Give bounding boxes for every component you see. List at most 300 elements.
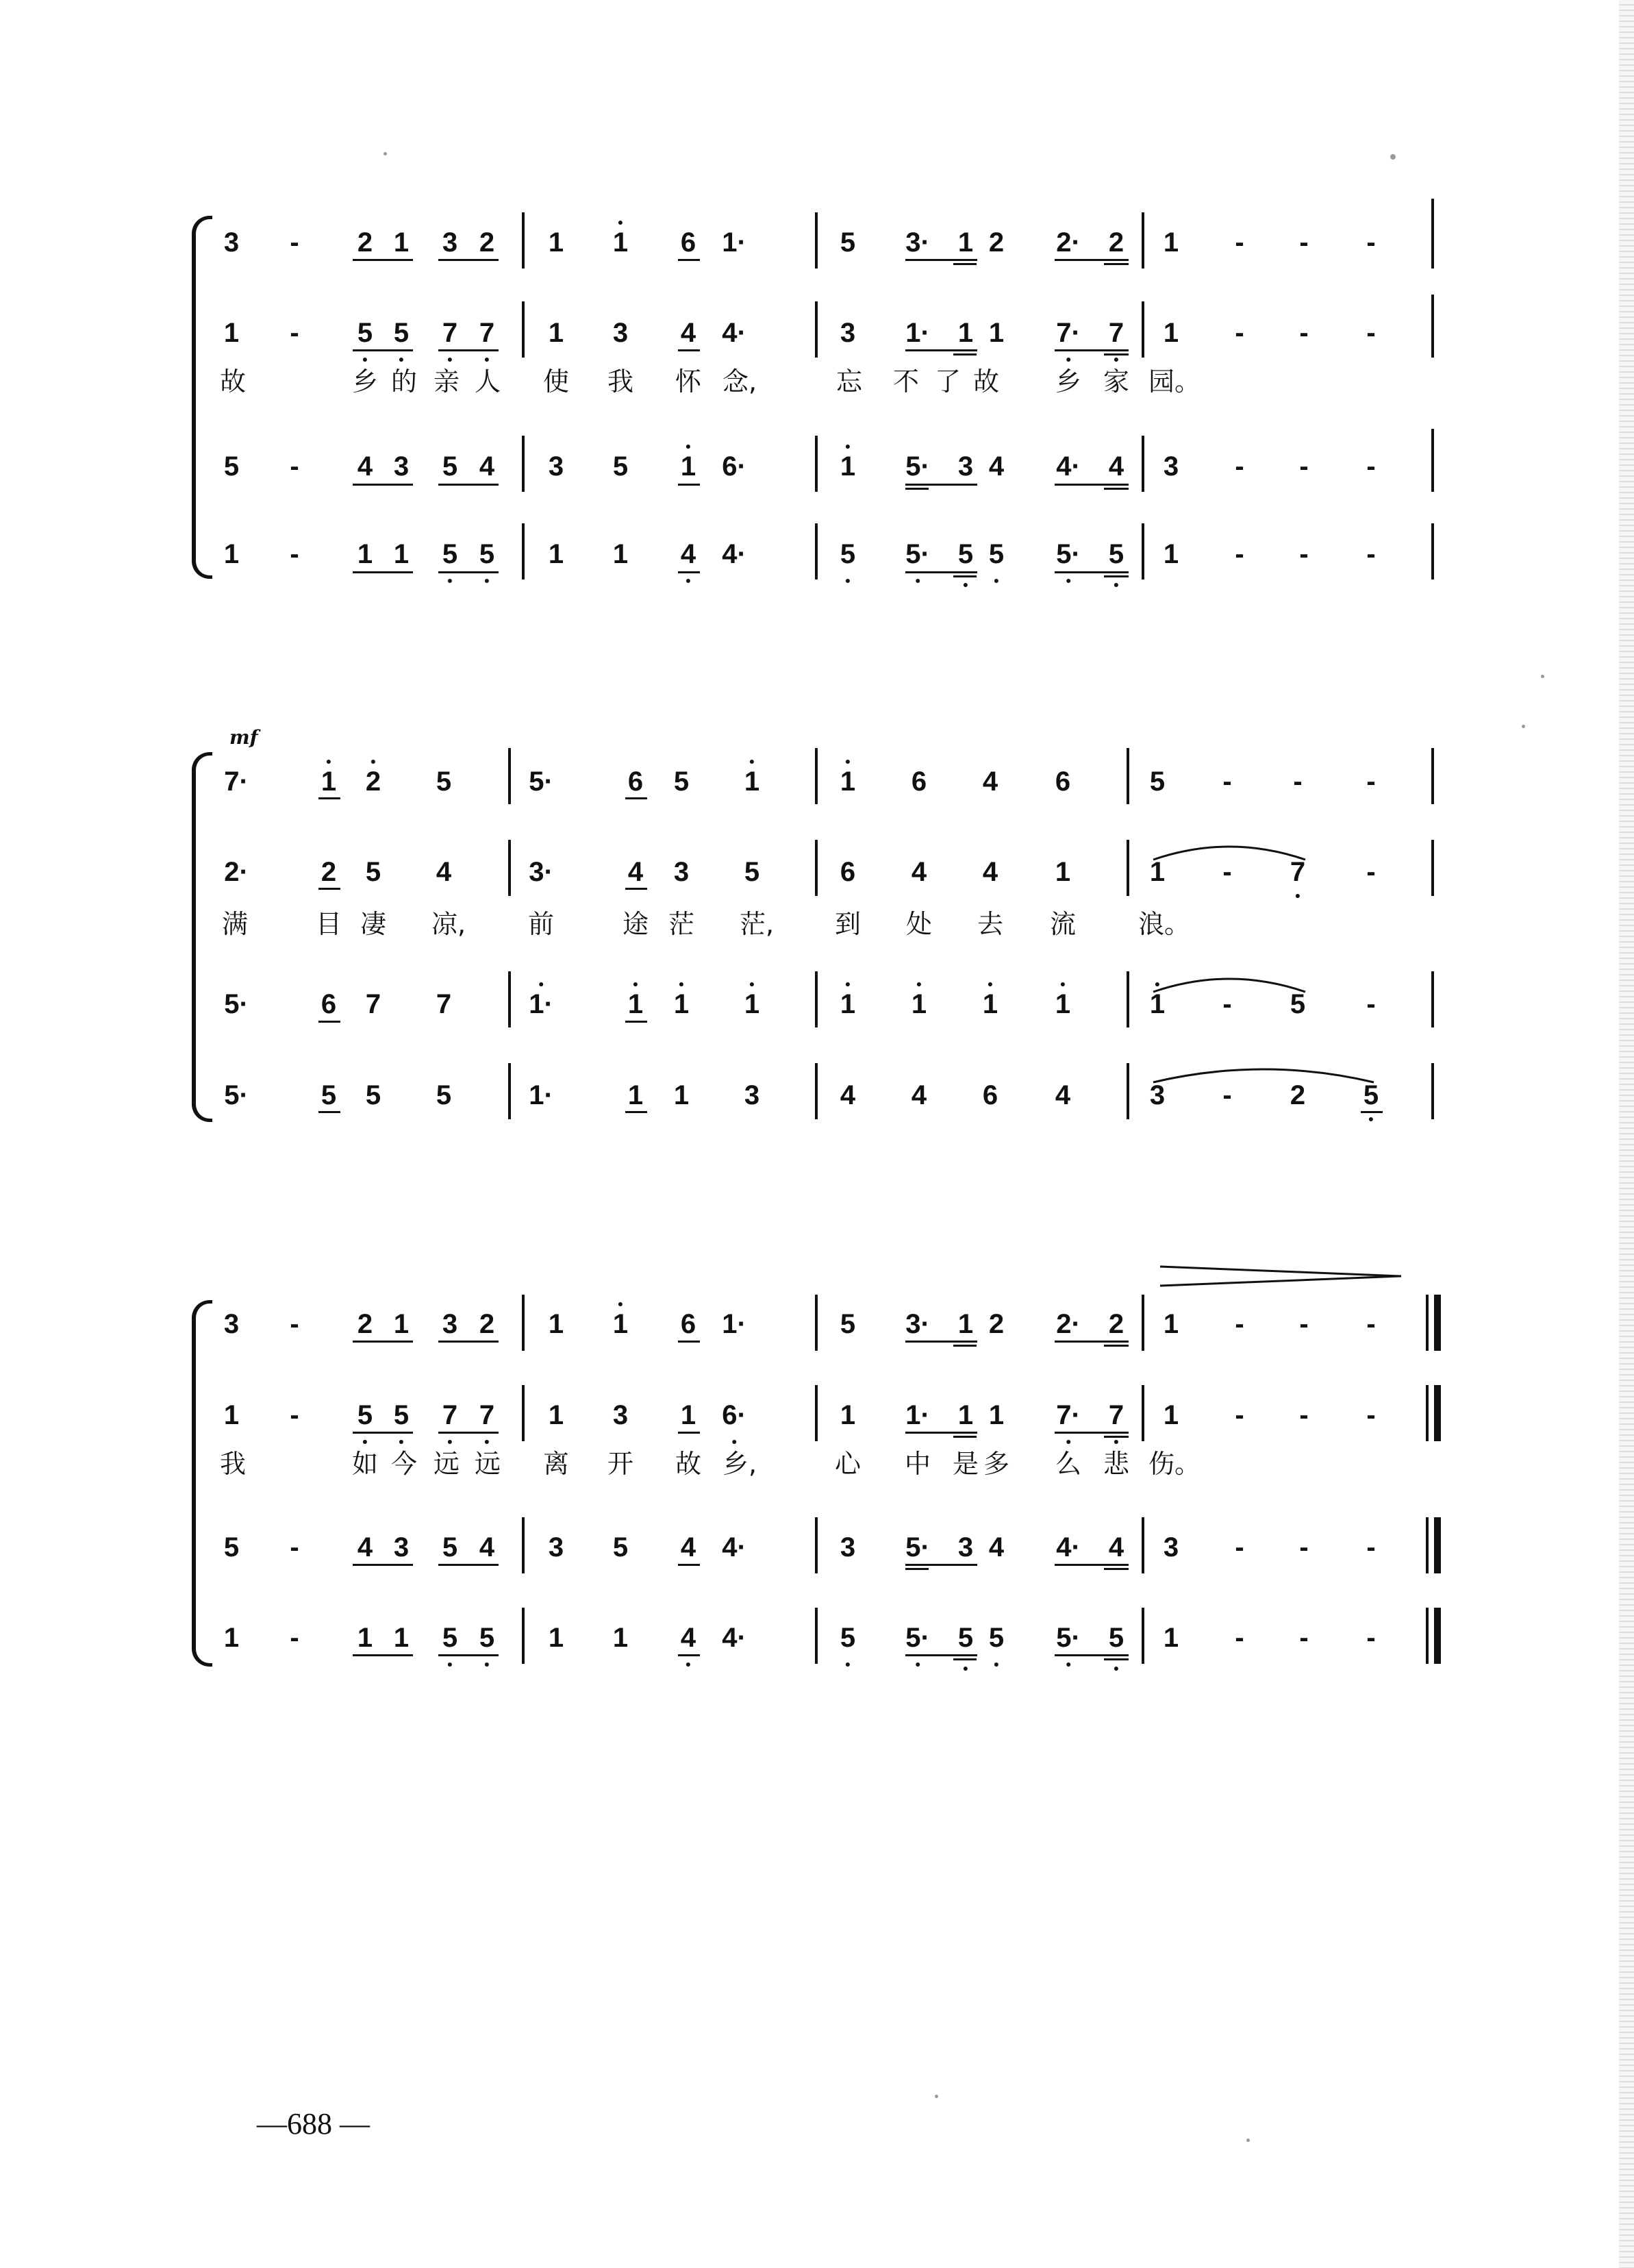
- note: 1: [393, 539, 410, 569]
- lyric-syllable: 今: [390, 1449, 418, 1479]
- note: -: [1235, 451, 1244, 482]
- note: 1: [393, 1309, 410, 1339]
- decrescendo-hairpin: [1157, 1264, 1404, 1288]
- scan-speck: [1390, 154, 1396, 160]
- beam: [1055, 259, 1129, 261]
- lyric-syllable: 茫: [668, 909, 695, 939]
- lyric-syllable: 园。: [1148, 366, 1201, 397]
- beam: [353, 1654, 413, 1656]
- note: 5: [840, 1624, 855, 1652]
- note: -: [1366, 1400, 1376, 1430]
- note: 4: [982, 857, 998, 887]
- lyric-syllable: 凉,: [431, 909, 466, 939]
- tie-arc: [1151, 971, 1308, 995]
- scan-speck: [384, 152, 387, 155]
- barline: [815, 436, 818, 492]
- note: -: [290, 1623, 299, 1653]
- note: 1: [1055, 857, 1071, 887]
- note: 1: [1055, 990, 1070, 1018]
- barline: [1127, 748, 1129, 804]
- scan-speck: [1246, 2139, 1250, 2142]
- barline: [815, 1517, 818, 1573]
- beam: [1055, 1432, 1129, 1434]
- beam: [953, 353, 977, 356]
- barline: [1431, 523, 1434, 580]
- note: -: [1299, 1532, 1309, 1562]
- note: -: [290, 539, 299, 569]
- lyric-syllable: 目: [315, 909, 342, 939]
- note: 2: [988, 227, 1005, 258]
- barline: [522, 1295, 525, 1351]
- note: 1: [988, 318, 1005, 348]
- note: 3: [840, 1532, 856, 1562]
- note: 1·: [905, 1400, 930, 1430]
- note: 4: [357, 451, 373, 482]
- note: 4: [988, 1532, 1005, 1562]
- beam: [678, 571, 700, 573]
- note: 1: [957, 1400, 974, 1430]
- barline: [1142, 301, 1144, 358]
- lyric-syllable: 故: [972, 366, 1000, 397]
- note: -: [1366, 767, 1376, 797]
- note: 5·: [224, 989, 249, 1019]
- beam: [438, 484, 499, 486]
- lyric-syllable: 乡: [1055, 366, 1082, 397]
- note: -: [1235, 539, 1244, 569]
- note: 5: [394, 1401, 409, 1429]
- beam: [905, 488, 929, 490]
- note: -: [1299, 451, 1309, 482]
- final-barline: [1434, 1517, 1441, 1573]
- final-barline: [1426, 1295, 1429, 1351]
- beam: [318, 1021, 340, 1023]
- note: 5: [1290, 989, 1306, 1019]
- note: 1: [548, 1400, 564, 1430]
- note: 1·: [529, 1080, 553, 1110]
- note: 4: [681, 540, 696, 568]
- note: 1: [1163, 539, 1179, 569]
- beam: [953, 1436, 977, 1438]
- barline: [815, 971, 818, 1027]
- beam: [438, 1341, 499, 1343]
- note: 5: [744, 857, 760, 887]
- note: 7: [479, 1401, 494, 1429]
- note: 1: [744, 768, 759, 795]
- barline: [1142, 1608, 1144, 1664]
- note: 1: [912, 990, 927, 1018]
- beam: [1104, 1345, 1129, 1347]
- note: 7: [479, 319, 494, 347]
- barline: [815, 212, 818, 269]
- note: 7: [1109, 319, 1124, 347]
- barline: [1142, 523, 1144, 580]
- lyric-syllable: 故: [219, 366, 247, 397]
- lyric-syllable: 是: [952, 1449, 979, 1479]
- beam: [678, 1432, 700, 1434]
- scan-speck: [1541, 675, 1544, 678]
- lyric-syllable: 么: [1055, 1449, 1082, 1479]
- note: 2·: [224, 857, 249, 887]
- note: 1: [357, 1623, 373, 1653]
- note: 4: [911, 1080, 927, 1110]
- beam: [318, 888, 340, 890]
- note: 1: [223, 539, 240, 569]
- note: -: [1299, 539, 1309, 569]
- lyric-syllable: 满: [221, 909, 249, 939]
- note: 1: [1163, 318, 1179, 348]
- note: 4·: [722, 318, 746, 348]
- note: 2: [366, 768, 381, 795]
- barline: [1142, 1517, 1144, 1573]
- barline: [815, 1608, 818, 1664]
- note: -: [1222, 1080, 1232, 1110]
- lyric-syllable: 凄: [360, 909, 387, 939]
- note: 6: [680, 1309, 696, 1339]
- note: 5: [1149, 767, 1166, 797]
- note: 3: [957, 451, 974, 482]
- note: 1·: [722, 227, 746, 258]
- note: 7: [442, 1401, 457, 1429]
- note: 3: [548, 1532, 564, 1562]
- beam: [1104, 1568, 1129, 1570]
- note: 1: [1150, 990, 1165, 1018]
- beam: [438, 571, 499, 573]
- barline: [522, 212, 525, 269]
- note: 5: [840, 540, 855, 568]
- note: 7: [442, 319, 457, 347]
- barline: [815, 1295, 818, 1351]
- note: 1·: [905, 318, 930, 348]
- beam: [678, 349, 700, 351]
- note: 4·: [722, 1623, 746, 1653]
- lyric-syllable: 到: [834, 909, 862, 939]
- note: -: [290, 1309, 299, 1339]
- note: 1: [613, 229, 628, 256]
- barline: [522, 523, 525, 580]
- barline: [1431, 971, 1434, 1027]
- note: 1: [1163, 1309, 1179, 1339]
- note: -: [1366, 1532, 1376, 1562]
- note: 5: [357, 1401, 373, 1429]
- note: 6: [320, 989, 337, 1019]
- lyric-syllable: 伤。: [1148, 1449, 1201, 1479]
- note: 4: [840, 1080, 856, 1110]
- final-barline: [1434, 1385, 1441, 1441]
- note: 3: [223, 1309, 240, 1339]
- note: 1: [840, 453, 855, 480]
- note: 3·: [529, 857, 553, 887]
- note: -: [1222, 767, 1232, 797]
- lyric-syllable: 不: [892, 366, 920, 397]
- barline: [815, 1063, 818, 1119]
- note: 1: [1163, 1623, 1179, 1653]
- lyric-syllable: 中: [904, 1449, 931, 1479]
- note: -: [1235, 318, 1244, 348]
- beam: [353, 259, 413, 261]
- note: 1: [673, 1080, 690, 1110]
- system-brace: [192, 216, 212, 579]
- note: 3: [1149, 1080, 1166, 1110]
- lyric-syllable: 我: [607, 366, 634, 397]
- beam: [678, 1341, 700, 1343]
- beam: [1055, 1654, 1129, 1656]
- note: 3: [840, 318, 856, 348]
- note: -: [1222, 857, 1232, 887]
- note: 3: [612, 318, 629, 348]
- lyric-syllable: 去: [977, 909, 1004, 939]
- barline: [522, 436, 525, 492]
- beam: [1055, 571, 1129, 573]
- beam: [1055, 349, 1129, 351]
- barline: [508, 840, 511, 896]
- note: 4: [357, 1532, 373, 1562]
- note: 5: [958, 540, 973, 568]
- beam: [1104, 575, 1129, 577]
- barline: [522, 1608, 525, 1664]
- note: 3: [957, 1532, 974, 1562]
- lyric-syllable: 乡: [351, 366, 379, 397]
- note: 4: [680, 318, 696, 348]
- dynamic-marking: mf: [229, 726, 258, 749]
- beam: [905, 1564, 977, 1566]
- beam: [953, 575, 977, 577]
- final-barline: [1434, 1608, 1441, 1664]
- lyric-syllable: 浪。: [1137, 909, 1191, 939]
- note: 1: [627, 1080, 644, 1110]
- note: 1: [840, 1400, 856, 1430]
- note: 3: [393, 451, 410, 482]
- note: 7: [1109, 1401, 1124, 1429]
- note: 4: [436, 857, 452, 887]
- lyric-syllable: 处: [905, 909, 933, 939]
- note: 6: [911, 767, 927, 797]
- page-number: —688 —: [257, 2107, 370, 2141]
- barline: [815, 840, 818, 896]
- beam: [905, 1654, 977, 1656]
- note: 6: [627, 767, 644, 797]
- barline: [1431, 1063, 1434, 1119]
- beam: [353, 484, 413, 486]
- barline: [522, 301, 525, 358]
- lyric-syllable: 离: [542, 1449, 570, 1479]
- note: -: [1235, 1623, 1244, 1653]
- lyric-syllable: 开: [607, 1449, 634, 1479]
- note: 1·: [529, 990, 553, 1018]
- note: 1: [1163, 227, 1179, 258]
- note: 5·: [905, 451, 930, 482]
- note: -: [1299, 1309, 1309, 1339]
- beam: [1104, 1436, 1129, 1438]
- note: 4: [479, 1532, 495, 1562]
- note: 5: [442, 451, 458, 482]
- note: 1: [628, 990, 643, 1018]
- note: 5: [612, 1532, 629, 1562]
- beam: [678, 1654, 700, 1656]
- beam: [953, 1345, 977, 1347]
- note: 2: [1290, 1080, 1306, 1110]
- lyric-syllable: 远: [433, 1449, 460, 1479]
- note: 4·: [1056, 1532, 1081, 1562]
- note: 1: [393, 1623, 410, 1653]
- note: 4·: [1056, 451, 1081, 482]
- note: 4: [627, 857, 644, 887]
- note: 5: [442, 1532, 458, 1562]
- note: 5·: [1056, 1624, 1081, 1652]
- beam: [1104, 1658, 1129, 1660]
- note: 1: [1163, 1400, 1179, 1430]
- note: 5: [394, 319, 409, 347]
- barline: [1127, 840, 1129, 896]
- barline: [1142, 1385, 1144, 1441]
- note: -: [1366, 857, 1376, 887]
- note: 3: [393, 1532, 410, 1562]
- note: 5·: [529, 767, 553, 797]
- barline: [1431, 429, 1434, 492]
- note: 5: [989, 540, 1004, 568]
- page-edge-decoration: [1619, 0, 1634, 2268]
- note: 7·: [1056, 319, 1081, 347]
- barline: [815, 523, 818, 580]
- note: 2·: [1056, 227, 1081, 258]
- lyric-syllable: 怀: [675, 366, 702, 397]
- note: -: [1366, 451, 1376, 482]
- note: 1: [548, 1309, 564, 1339]
- note: 2: [479, 227, 495, 258]
- note: 3: [442, 1309, 458, 1339]
- note: 2: [357, 227, 373, 258]
- scan-speck: [935, 2095, 938, 2098]
- note: 3: [744, 1080, 760, 1110]
- note: 1: [988, 1400, 1005, 1430]
- note: 1: [548, 1623, 564, 1653]
- note: 1: [357, 539, 373, 569]
- final-barline: [1434, 1295, 1441, 1351]
- lyric-syllable: 念,: [722, 366, 757, 397]
- note: -: [290, 1400, 299, 1430]
- note: 6: [1055, 767, 1071, 797]
- note: 3: [223, 227, 240, 258]
- note: 1: [680, 1400, 696, 1430]
- note: 5: [442, 540, 457, 568]
- beam: [905, 571, 977, 573]
- note: 5·: [905, 1624, 930, 1652]
- barline: [1431, 748, 1434, 804]
- note: 2: [1108, 227, 1124, 258]
- lyric-syllable: 如: [351, 1449, 379, 1479]
- barline: [815, 1385, 818, 1441]
- note: -: [290, 1532, 299, 1562]
- beam: [678, 1564, 700, 1566]
- note: -: [1366, 539, 1376, 569]
- note: 4: [988, 451, 1005, 482]
- system-brace: [192, 1300, 212, 1667]
- beam: [625, 1021, 647, 1023]
- lyric-syllable: 茫,: [739, 909, 775, 939]
- note: 6·: [722, 1401, 746, 1429]
- lyric-syllable: 途: [622, 909, 649, 939]
- beam: [625, 797, 647, 799]
- note: 2: [357, 1309, 373, 1339]
- note: 7: [365, 989, 381, 1019]
- barline: [1431, 840, 1434, 896]
- note: 5: [1109, 1624, 1124, 1652]
- note: 5: [365, 1080, 381, 1110]
- barline: [1142, 212, 1144, 269]
- lyric-syllable: 悲: [1103, 1449, 1130, 1479]
- tie-arc: [1151, 1062, 1377, 1085]
- note: 5: [436, 767, 452, 797]
- lyric-syllable: 前: [527, 909, 555, 939]
- note: -: [290, 318, 299, 348]
- note: 1: [393, 227, 410, 258]
- note: -: [1293, 767, 1303, 797]
- beam: [625, 1111, 647, 1113]
- note: -: [1299, 1623, 1309, 1653]
- beam: [625, 888, 647, 890]
- note: 1: [612, 1623, 629, 1653]
- beam: [438, 1432, 499, 1434]
- barline: [1431, 295, 1434, 358]
- final-barline: [1426, 1385, 1429, 1441]
- lyric-syllable: 远: [474, 1449, 501, 1479]
- note: 1: [957, 1309, 974, 1339]
- beam: [438, 259, 499, 261]
- note: 1: [613, 1310, 628, 1338]
- barline: [1127, 1063, 1129, 1119]
- note: 1: [223, 1400, 240, 1430]
- note: 1: [612, 539, 629, 569]
- note: 2: [479, 1309, 495, 1339]
- note: 6: [982, 1080, 998, 1110]
- beam: [1104, 353, 1129, 356]
- lyric-syllable: 家: [1103, 366, 1130, 397]
- note: 7·: [1056, 1401, 1081, 1429]
- lyric-syllable: 忘: [835, 366, 863, 397]
- beam: [905, 484, 977, 486]
- note: 3: [1163, 1532, 1179, 1562]
- note: 5: [1363, 1082, 1379, 1109]
- beam: [905, 349, 977, 351]
- final-barline: [1426, 1517, 1429, 1573]
- note: 1: [957, 227, 974, 258]
- note: 4: [911, 857, 927, 887]
- barline: [508, 748, 511, 804]
- note: 1·: [722, 1309, 746, 1339]
- lyric-syllable: 亲: [433, 366, 460, 397]
- beam: [438, 1654, 499, 1656]
- beam: [678, 484, 700, 486]
- note: -: [1366, 1309, 1376, 1339]
- note: -: [1366, 1623, 1376, 1653]
- barline: [522, 1517, 525, 1573]
- note: 6: [840, 857, 856, 887]
- note: -: [1299, 1400, 1309, 1430]
- note: 5: [442, 1624, 457, 1652]
- beam: [353, 349, 413, 351]
- note: 1: [223, 318, 240, 348]
- beam: [353, 1341, 413, 1343]
- note: 5: [357, 319, 373, 347]
- note: -: [290, 451, 299, 482]
- note: 3: [548, 451, 564, 482]
- barline: [815, 748, 818, 804]
- note: 6·: [722, 451, 746, 482]
- note: 7: [436, 989, 452, 1019]
- note: 3·: [905, 227, 930, 258]
- beam: [905, 1341, 977, 1343]
- note: -: [1235, 1400, 1244, 1430]
- note: 1: [957, 318, 974, 348]
